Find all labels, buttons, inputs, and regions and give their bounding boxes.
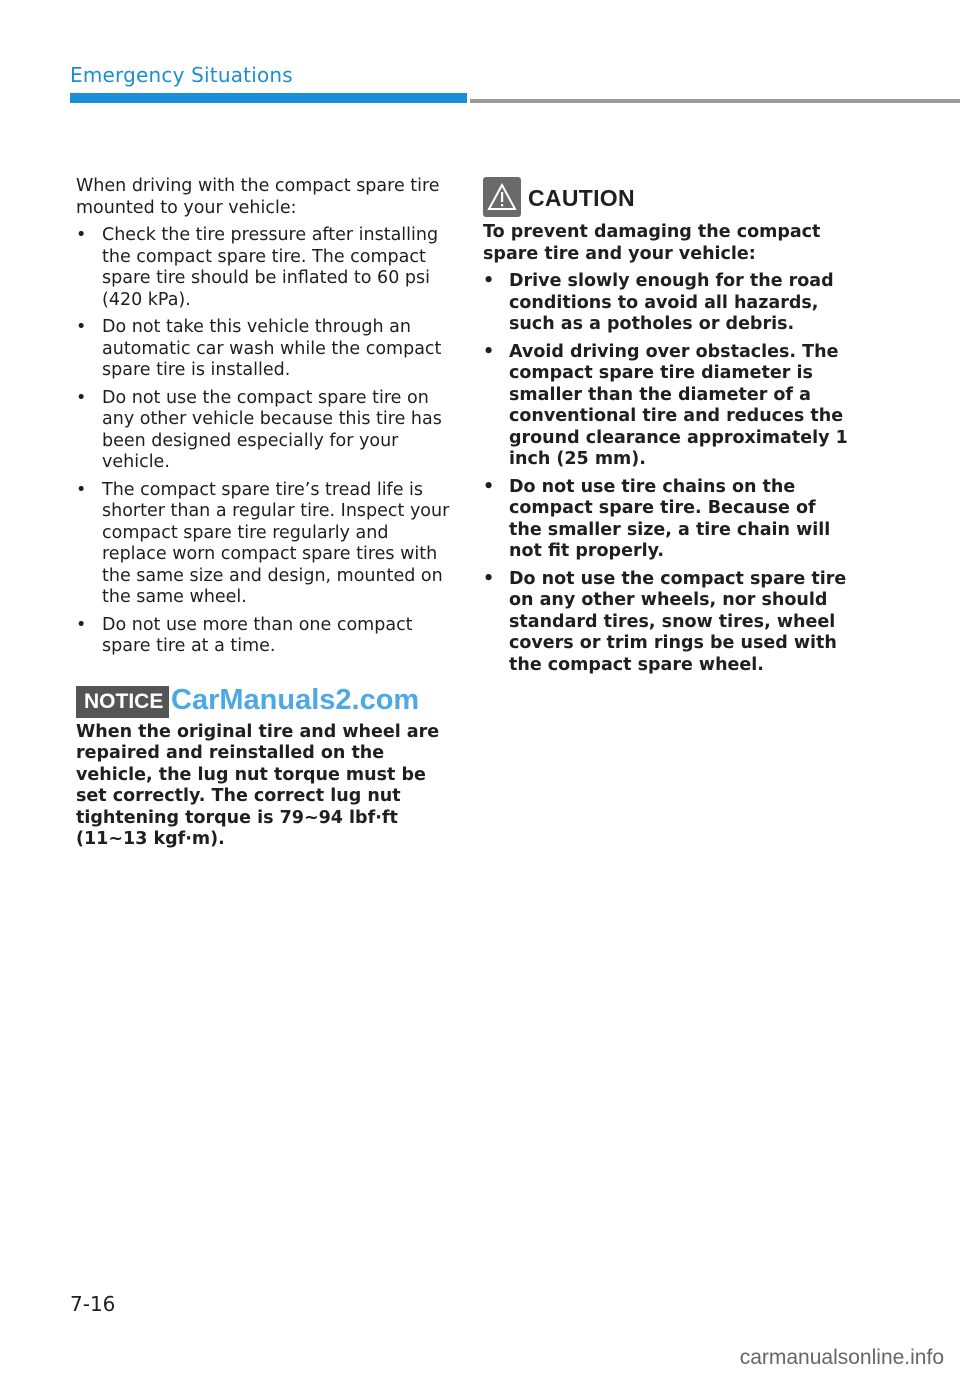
caution-bullet-list (483, 271, 853, 676)
notice-body: When the original tire and wheel are repaired and reinstalled on the vehicle, the lug nut torque must be set correctly. The correct lug nut tightening torque is 79~94 lbf·ft (11~13 kgf·m). (76, 721, 440, 849)
footer-site-text: carmanualsonline.info (739, 1346, 944, 1369)
header-accent-bar (70, 93, 467, 103)
list-item: • The compact spare tire’s tread life is shorter than a regular tire. Inspect your compact spare tire regularly and replace worn compact spare tires with the same size and design, mounted on the same wheel. (76, 480, 450, 609)
page-number: 7-16 (70, 1292, 116, 1316)
caution-box (483, 176, 853, 682)
list-item: • Do not use more than one compact spare tire at a time. (76, 615, 450, 658)
list-item: • Do not use the compact spare tire on any other vehicle because this tire has been designed especially for your vehicle. (76, 388, 450, 474)
watermark: CarManuals2.com (171, 683, 420, 716)
caution-body (483, 222, 853, 676)
list-item: • Do not use the compact spare tire on any other wheels, nor should standard tires, snow tires, wheel covers or trim rings be used with the compact spare wheel. (483, 569, 853, 677)
caution-intro: To prevent damaging the compact spare tire and your vehicle: (483, 222, 821, 264)
list-item: • Do not use tire chains on the compact spare tire. Because of the smaller size, a tire chain will not fit properly. (483, 477, 853, 563)
header-rule (470, 99, 960, 103)
caution-title: CAUTION (528, 185, 635, 212)
intro-text: When driving with the compact spare tire mounted to your vehicle: (76, 176, 440, 218)
list-item: • Do not take this vehicle through an automatic car wash while the compact spare tire is installed. (76, 317, 450, 382)
list-item: • Drive slowly enough for the road conditions to avoid all hazards, such as a potholes or debris. (483, 271, 853, 336)
list-item: • Avoid driving over obstacles. The compact spare tire diameter is smaller than the diameter of a conventional tire and reduces the ground clearance approximately 1 inch (25 mm). (483, 342, 853, 471)
spare-tire-bullet-list (76, 225, 450, 658)
list-item: • Check the tire pressure after installing the compact spare tire. The compact spare tire should be inflated to 60 psi (420 kPa). (76, 225, 450, 311)
left-column (76, 176, 450, 851)
caution-header (483, 176, 853, 218)
warning-triangle-icon (483, 177, 521, 217)
notice-label: NOTICE (76, 686, 169, 718)
section-title: Emergency Situations (70, 63, 293, 87)
